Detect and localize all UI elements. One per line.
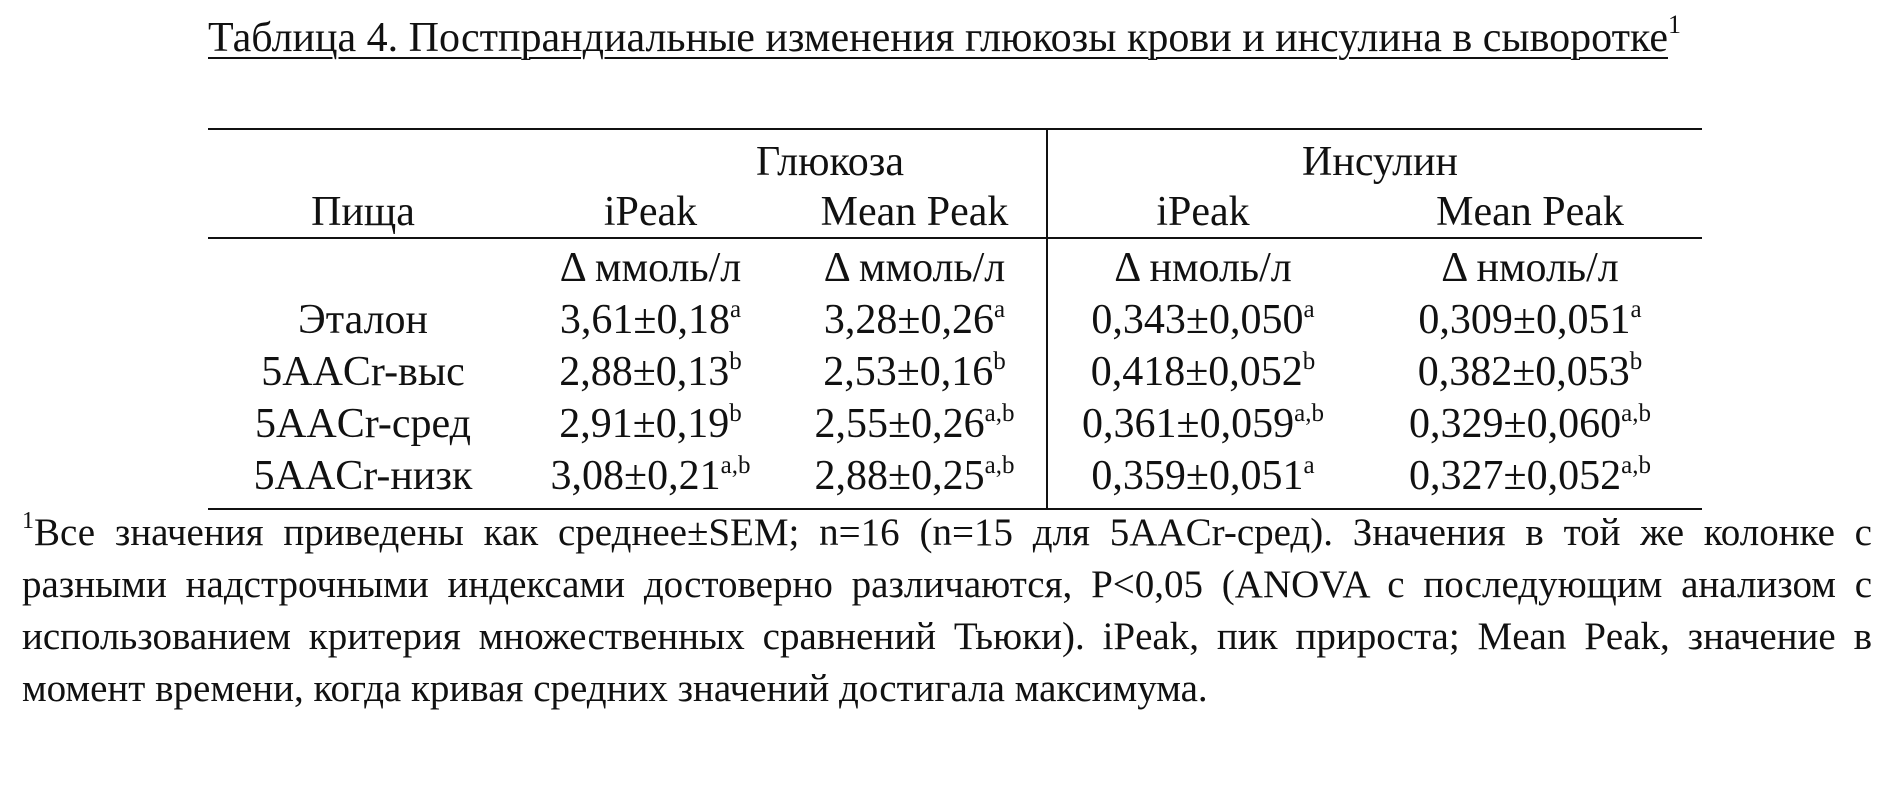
row-label-reference: Эталон bbox=[297, 297, 429, 343]
cell-superscript: b bbox=[1629, 348, 1643, 375]
column-header-glucose-ipeak: iPeak bbox=[603, 189, 698, 235]
cell-value: 3,61±0,18 bbox=[559, 297, 730, 343]
cell-value: 2,88±0,13 bbox=[559, 349, 730, 395]
cell-superscript: b bbox=[1302, 348, 1316, 375]
cell-superscript: b bbox=[993, 348, 1006, 375]
table-cell bbox=[1358, 348, 1702, 396]
table-title bbox=[0, 12, 1889, 64]
cell-superscript: a,b bbox=[1294, 400, 1324, 427]
cell-value: 0,359±0,051 bbox=[1091, 453, 1304, 499]
column-header-glucose-mean-peak: Mean Peak bbox=[820, 189, 1009, 235]
table-cell bbox=[1048, 452, 1358, 500]
cell-value: 0,309±0,051 bbox=[1418, 297, 1631, 343]
cell-superscript: a bbox=[993, 296, 1006, 323]
unit-glucose-mean-peak: Δ ммоль/л bbox=[823, 245, 1006, 291]
cell-superscript: a bbox=[1303, 452, 1315, 479]
column-header-insulin-mean-peak: Mean Peak bbox=[1436, 189, 1624, 235]
table-cell bbox=[518, 400, 783, 448]
table-cell bbox=[1048, 348, 1358, 396]
group-header-insulin: Инсулин bbox=[1302, 139, 1458, 185]
table-cell bbox=[1048, 400, 1358, 448]
cell-superscript: a,b bbox=[1621, 452, 1651, 479]
cell-value: 0,327±0,052 bbox=[1409, 453, 1622, 499]
cell-value: 2,88±0,25 bbox=[814, 453, 985, 499]
table-header-rule bbox=[208, 237, 1702, 239]
footnote-text: Все значения приведены как среднее±SEM; n=16 (n=15 для 5AACr-сред). Значения в той же колонке с разными надстрочными индексами достоверно различаются, P<0,05 (ANOVA с последующим анализом с использованием критерия множественных сравнений Тьюки). iPeak, пик прироста; Mean Peak, значение в момент времени, когда кривая средних значений достигала максимума. bbox=[22, 511, 1872, 710]
table-cell bbox=[783, 400, 1046, 448]
cell-value: 0,329±0,060 bbox=[1409, 401, 1622, 447]
cell-value: 0,382±0,053 bbox=[1417, 349, 1630, 395]
column-header-insulin-ipeak: iPeak bbox=[1156, 189, 1250, 235]
row-label-5aacr-medium: 5AACr-сред bbox=[255, 401, 471, 447]
table-cell bbox=[518, 452, 783, 500]
cell-superscript: b bbox=[729, 400, 742, 427]
cell-superscript: a,b bbox=[984, 400, 1015, 427]
cell-value: 3,08±0,21 bbox=[550, 453, 721, 499]
unit-insulin-mean-peak: Δ нмоль/л bbox=[1441, 245, 1619, 291]
cell-superscript: b bbox=[729, 348, 742, 375]
table-cell bbox=[518, 348, 783, 396]
table-top-rule bbox=[208, 128, 1702, 130]
cell-value: 0,418±0,052 bbox=[1090, 349, 1303, 395]
title-footnote-marker: 1 bbox=[1667, 10, 1681, 39]
cell-value: 2,91±0,19 bbox=[559, 401, 730, 447]
cell-value: 0,343±0,050 bbox=[1091, 297, 1304, 343]
row-label-5aacr-low: 5AACr-низк bbox=[253, 453, 473, 499]
row-label-5aacr-high: 5AACr-выс bbox=[261, 349, 465, 395]
table-title-text: Таблица 4. Постпрандиальные изменения глюкозы крови и инсулина в сыворотке bbox=[208, 15, 1668, 61]
table-cell bbox=[1358, 296, 1702, 344]
cell-value: 2,53±0,16 bbox=[823, 349, 994, 395]
table-cell bbox=[1358, 452, 1702, 500]
table-cell bbox=[783, 452, 1046, 500]
cell-superscript: a bbox=[1303, 296, 1315, 323]
table-cell bbox=[783, 296, 1046, 344]
footnote-marker: 1 bbox=[22, 508, 34, 534]
cell-superscript: a bbox=[729, 296, 742, 323]
cell-value: 3,28±0,26 bbox=[823, 297, 994, 343]
cell-superscript: a,b bbox=[984, 452, 1015, 479]
table-cell bbox=[518, 296, 783, 344]
table-cell bbox=[783, 348, 1046, 396]
group-header-glucose: Глюкоза bbox=[756, 139, 904, 185]
cell-superscript: a,b bbox=[1621, 400, 1651, 427]
table-cell bbox=[1048, 296, 1358, 344]
unit-insulin-ipeak: Δ нмоль/л bbox=[1114, 245, 1292, 291]
cell-value: 0,361±0,059 bbox=[1082, 401, 1295, 447]
cell-superscript: a bbox=[1630, 296, 1642, 323]
table-cell bbox=[1358, 400, 1702, 448]
cell-superscript: a,b bbox=[720, 452, 751, 479]
cell-value: 2,55±0,26 bbox=[814, 401, 985, 447]
unit-glucose-ipeak: Δ ммоль/л bbox=[559, 245, 742, 291]
column-header-food: Пища bbox=[311, 189, 415, 235]
table-footnote bbox=[22, 507, 1872, 715]
